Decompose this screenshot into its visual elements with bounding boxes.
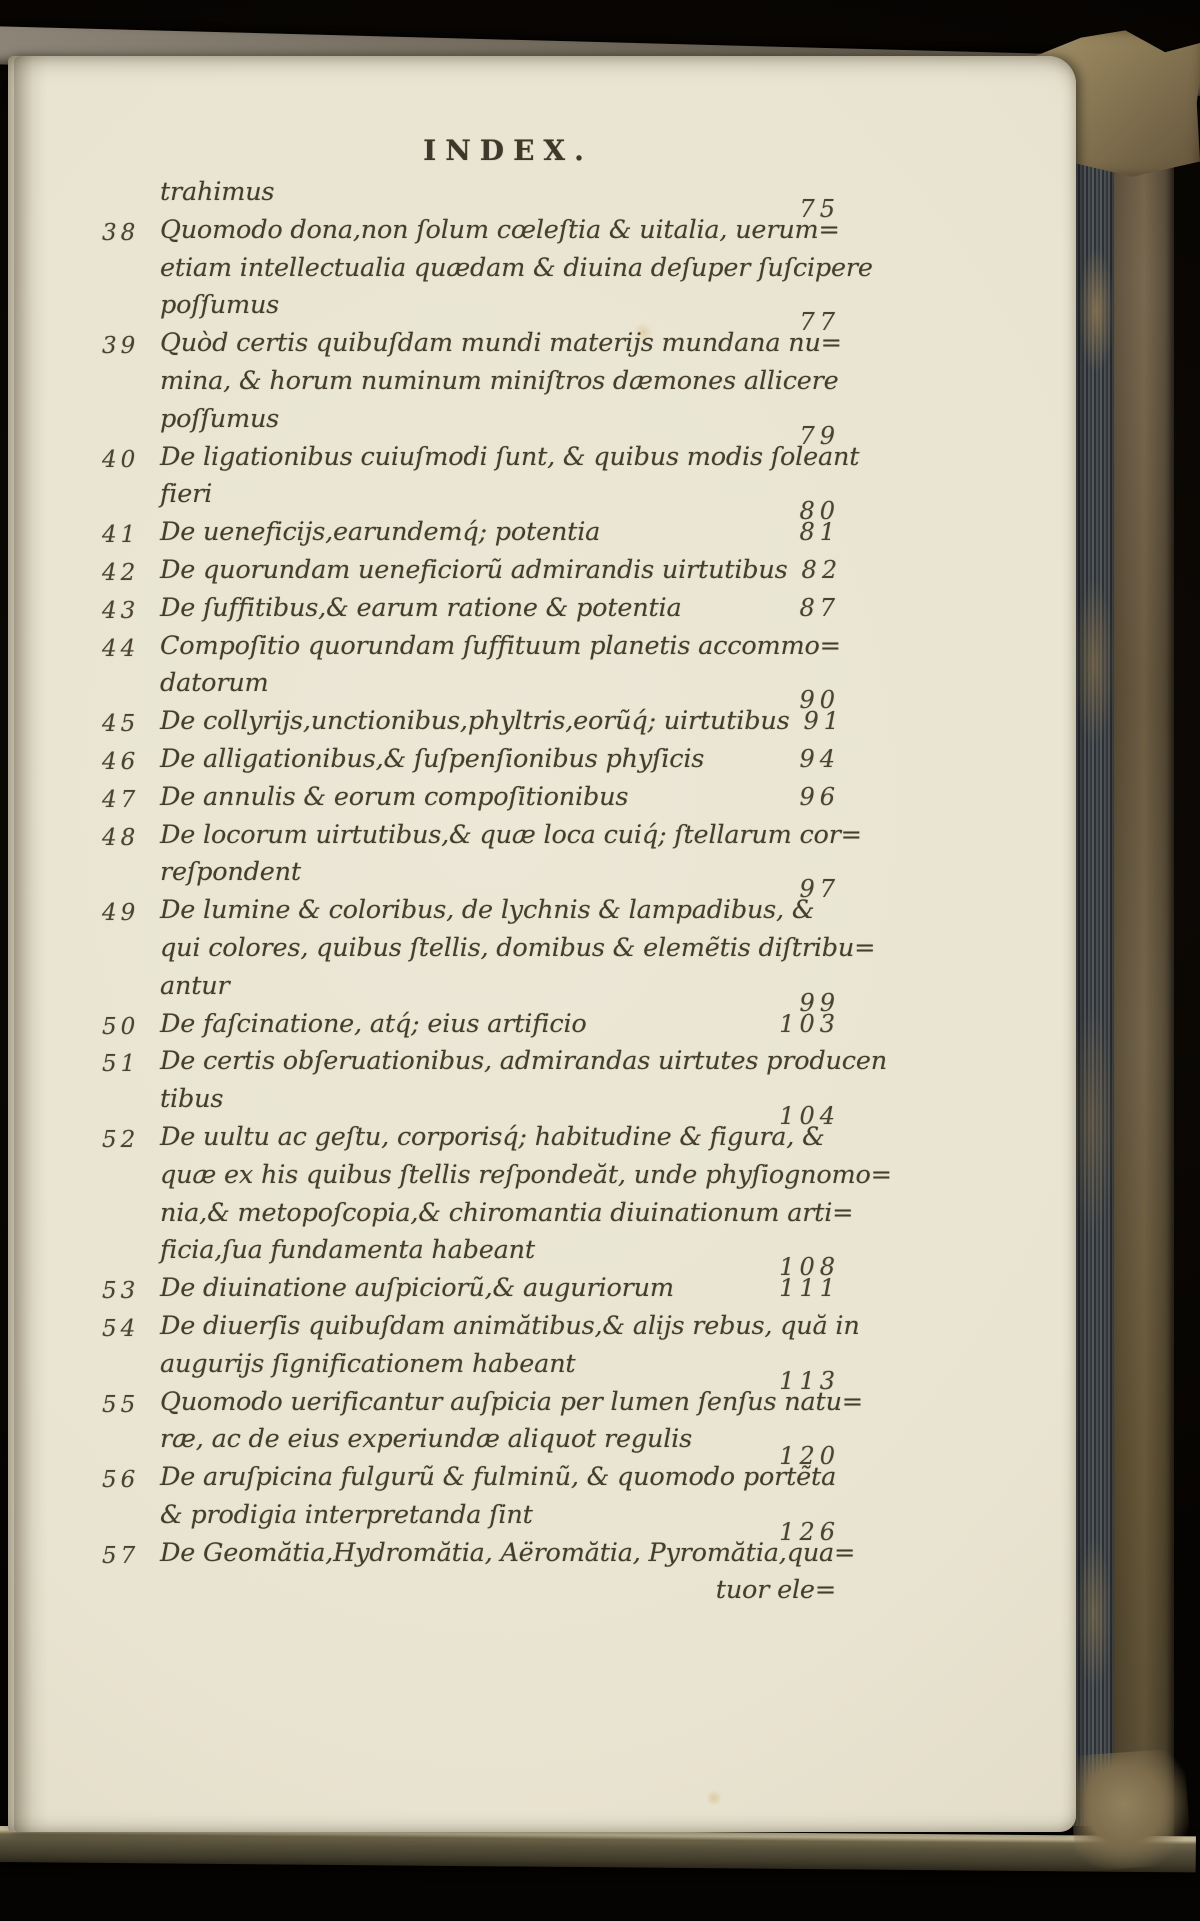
entry-line [160, 779, 840, 817]
entry-number: 53 [102, 1278, 140, 1305]
index-entry [102, 1535, 856, 1611]
entry-number: 42 [102, 559, 140, 586]
index-entry [102, 514, 840, 552]
paper-page [8, 56, 1076, 1832]
index-entry [102, 1459, 840, 1546]
entry-line [160, 1421, 840, 1471]
entry-text: poſſumus [160, 403, 280, 434]
entry-line: Quomodo dona,non ſolum cœleſtia & uitalia, uerum= [160, 214, 840, 245]
right-cover-edge [1108, 62, 1174, 1854]
book-fore-edge [1070, 64, 1114, 1826]
entry-number: 44 [102, 635, 140, 662]
entry-line [160, 174, 840, 223]
index-entry [102, 1043, 887, 1131]
entry-page-number: 79 [799, 421, 840, 450]
entry-number: 48 [102, 824, 140, 851]
entry-line [160, 1497, 840, 1546]
entry-number: 52 [102, 1126, 140, 1153]
entry-text: & prodigia interpretanda ſint [160, 1499, 533, 1530]
index-entry [102, 1119, 892, 1282]
entry-number: 40 [102, 446, 140, 473]
entry-line [160, 854, 840, 904]
entry-text: De diuinatione auſpiciorũ,& auguriorum [160, 1273, 674, 1304]
entry-page-number: 113 [779, 1366, 840, 1395]
entry-page-number: 111 [779, 1274, 840, 1303]
entry-line [160, 1346, 840, 1395]
entry-text: De collyrijs,unctionibus,phyltris,eorũq́; uirtutibus [160, 706, 790, 737]
entry-page-number: 75 [799, 195, 840, 223]
entry-line [160, 703, 845, 741]
entry-line: Quòd certis quibuſdam mundi materijs mundana nu= [160, 328, 842, 359]
entry-page-number: 77 [799, 308, 840, 337]
entry-text: reſpondent [160, 857, 301, 888]
index-entry [102, 1308, 860, 1395]
entry-text: datorum [160, 668, 269, 699]
entry-text: trahimus [160, 177, 275, 207]
entry-line: De Geomătia,Hydromătia, Aëromătia, Pyromătia,qua= [160, 1537, 856, 1568]
entry-line: quæ ex his quibus ſtellis reſpondeăt, unde phyſiognomo= [160, 1159, 892, 1190]
bottom-cover-edge [0, 1826, 1196, 1872]
index-entry [102, 817, 862, 904]
entry-number: 54 [102, 1315, 140, 1342]
entry-number: 43 [102, 597, 140, 624]
index-entry [102, 212, 873, 337]
entry-page-number: 99 [799, 988, 840, 1017]
entry-line [160, 1006, 840, 1044]
entry-page-number: 126 [779, 1517, 840, 1546]
entry-line [160, 401, 840, 450]
entry-line: De certis obſeruationibus, admirandas uirtutes producen [160, 1046, 887, 1077]
entry-line: qui colores, quibus ſtellis, domibus & elemẽtis diſtribu= [160, 932, 876, 963]
worn-bottom-corner [1068, 1748, 1192, 1872]
entry-page-number: 80 [799, 497, 840, 526]
entry-line [160, 1270, 840, 1308]
entry-number: 47 [102, 786, 140, 813]
index-entry [102, 325, 842, 450]
index-entry [102, 1006, 840, 1044]
entry-line: nia,& metopoſcopia,& chiromantia diuinationum arti= [160, 1197, 854, 1228]
catchword-line: tuor ele= [715, 1575, 836, 1606]
entry-text: poſſumus [160, 290, 280, 321]
entry-line [160, 476, 840, 526]
entry-line: Quomodo uerificantur auſpicia per lumen ſenſus natu= [160, 1386, 863, 1417]
entry-number: 45 [102, 711, 140, 738]
index-entry [102, 1270, 840, 1308]
entry-text: augurijs ſignificationem habeant [160, 1348, 576, 1379]
entry-number: 55 [102, 1391, 140, 1418]
entry-page-number: 120 [779, 1442, 840, 1471]
entry-line: Compoſitio quorundam ſuffituum planetis accommo= [160, 630, 841, 661]
entry-line [160, 1081, 840, 1131]
entry-text: De ueneficijs,earundemq́; potentia [160, 517, 601, 548]
index-entry [102, 552, 843, 590]
entry-page-number: 82 [801, 555, 843, 584]
entry-page-number: 96 [799, 782, 840, 811]
entry-number: 56 [102, 1467, 140, 1494]
index-entry [102, 779, 840, 817]
entry-text: De alligationibus,& ſuſpenſionibus phyſicis [160, 743, 705, 774]
entry-number: 51 [102, 1051, 140, 1078]
entry-page-number: 91 [803, 707, 845, 736]
entry-line [160, 968, 840, 1017]
entry-number: 50 [102, 1013, 140, 1040]
entry-number: 46 [102, 748, 140, 775]
entry-number: 41 [102, 522, 140, 549]
index-entry [102, 1384, 863, 1471]
entry-page-number: 108 [779, 1253, 840, 1282]
entry-page-number: 103 [779, 1009, 840, 1038]
entry-line: De lumine & coloribus, de lychnis & lampadibus, & [160, 895, 815, 926]
entry-page-number: 87 [799, 593, 840, 622]
index-entry [102, 703, 845, 741]
entry-text: De annulis & eorum compoſitionibus [160, 781, 629, 812]
entry-text: tibus [160, 1084, 224, 1115]
entry-text: antur [160, 970, 230, 1001]
entry-line [160, 287, 840, 337]
index-entry [102, 590, 840, 628]
index-entry [102, 628, 841, 715]
entry-text: ræ, ac de eius experiundæ aliquot regulis [160, 1424, 693, 1455]
index-entry [102, 741, 840, 779]
entry-page-number: 90 [799, 686, 840, 715]
entry-number: 49 [102, 900, 140, 927]
entry-line [160, 590, 840, 628]
entry-text: ficia,ſua fundamenta habeant [160, 1235, 535, 1266]
entry-line: etiam intellectualia quædam & diuina deſuper ſuſcipere [160, 252, 873, 283]
entry-page-number: 104 [779, 1102, 840, 1131]
entry-text: De quorundam ueneficiorũ admirandis uirtutibus [160, 554, 788, 585]
page-title: INDEX. [423, 134, 593, 167]
entry-line [160, 741, 840, 779]
entry-text: De faſcinatione, atq́; eius artificio [160, 1008, 587, 1039]
entry-page-number: 94 [799, 744, 840, 773]
entry-page-number: 97 [799, 875, 840, 904]
entry-line: De uultu ac geſtu, corporisq́; habitudine & figura, & [160, 1121, 825, 1152]
entry-line: De locorum uirtutibus,& quæ loca cuiq́; ſtellarum cor= [160, 819, 862, 850]
entry-number: 57 [102, 1542, 140, 1569]
index-entries [102, 174, 892, 1610]
entry-line: mina, & horum numinum miniſtros dæmones allicere [160, 365, 839, 396]
index-entry [160, 174, 840, 223]
entry-line [160, 552, 843, 590]
entry-number: 39 [102, 333, 140, 360]
index-entry [102, 892, 876, 1017]
entry-number: 38 [102, 219, 140, 246]
entry-line [160, 1232, 840, 1282]
entry-line: De aruſpicina fulgurũ & fulminũ, & quomodo portẽta [160, 1462, 837, 1493]
entry-line: De diuerſis quibuſdam animătibus,& alijs rebus, quă in [160, 1310, 860, 1341]
entry-text: fieri [160, 479, 213, 510]
entry-line [160, 514, 840, 552]
entry-page-number: 81 [799, 518, 840, 547]
index-entry [102, 439, 860, 526]
entry-text: De ſuffitibus,& earum ratione & potentia [160, 592, 682, 623]
entry-line [160, 665, 840, 715]
entry-line: De ligationibus cuiuſmodi ſunt, & quibus modis ſoleant [160, 441, 860, 472]
